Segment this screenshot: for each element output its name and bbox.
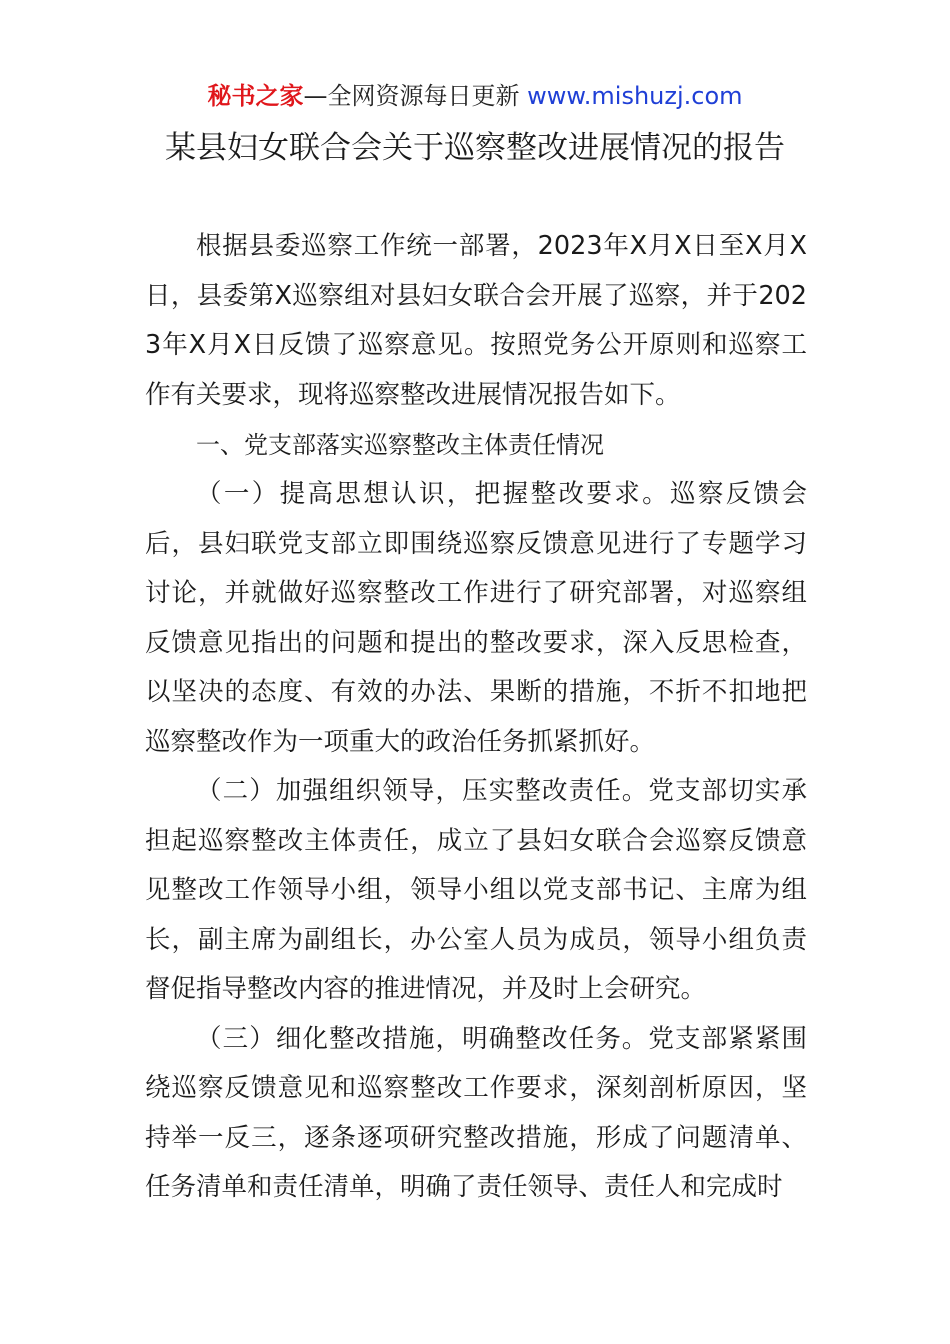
- item-paragraph-2: （二）加强组织领导，压实整改责任。党支部切实承担起巡察整改主体责任，成立了县妇女联合会巡察反馈意见整改工作领导小组，领导小组以党支部书记、主席为组长，副主席为副组长，办公室人员为成员，领导小组负责督促指导整改内容的推进情况，并及时上会研究。: [145, 776, 807, 1004]
- item-paragraph-1: （一）提高思想认识，把握整改要求。巡察反馈会后，县妇联党支部立即围绕巡察反馈意见进行了专题学习讨论，并就做好巡察整改工作进行了研究部署，对巡察组反馈意见指出的问题和提出的整改要求，深入反思检查，以坚决的态度、有效的办法、果断的措施，不折不扣地把巡察整改作为一项重大的政治任务抓紧抓好。: [145, 479, 807, 757]
- banner-tagline: —全网资源每日更新: [303, 82, 520, 110]
- site-link[interactable]: www.mishuzj.com: [527, 82, 743, 110]
- section-heading: 一、党支部落实巡察整改主体责任情况: [196, 431, 604, 459]
- brand-name: 秘书之家: [207, 82, 304, 110]
- site-banner: [0, 80, 950, 112]
- intro-paragraph: 根据县委巡察工作统一部署，2023年X月X日至X月X日，县委第X巡察组对县妇女联合会开展了巡察，并于2023年X月X日反馈了巡察意见。按照党务公开原则和巡察工作有关要求，现将巡察整改进展情况报告如下。: [145, 231, 807, 410]
- document-body: [145, 222, 807, 1213]
- document-title: 某县妇女联合会关于巡察整改进展情况的报告: [165, 130, 785, 166]
- item-paragraph-3: （三）细化整改措施，明确整改任务。党支部紧紧围绕巡察反馈意见和巡察整改工作要求，深刻剖析原因，坚持举一反三，逐条逐项研究整改措施，形成了问题清单、任务清单和责任清单，明确了责任领导、责任人和完成时: [145, 1023, 807, 1202]
